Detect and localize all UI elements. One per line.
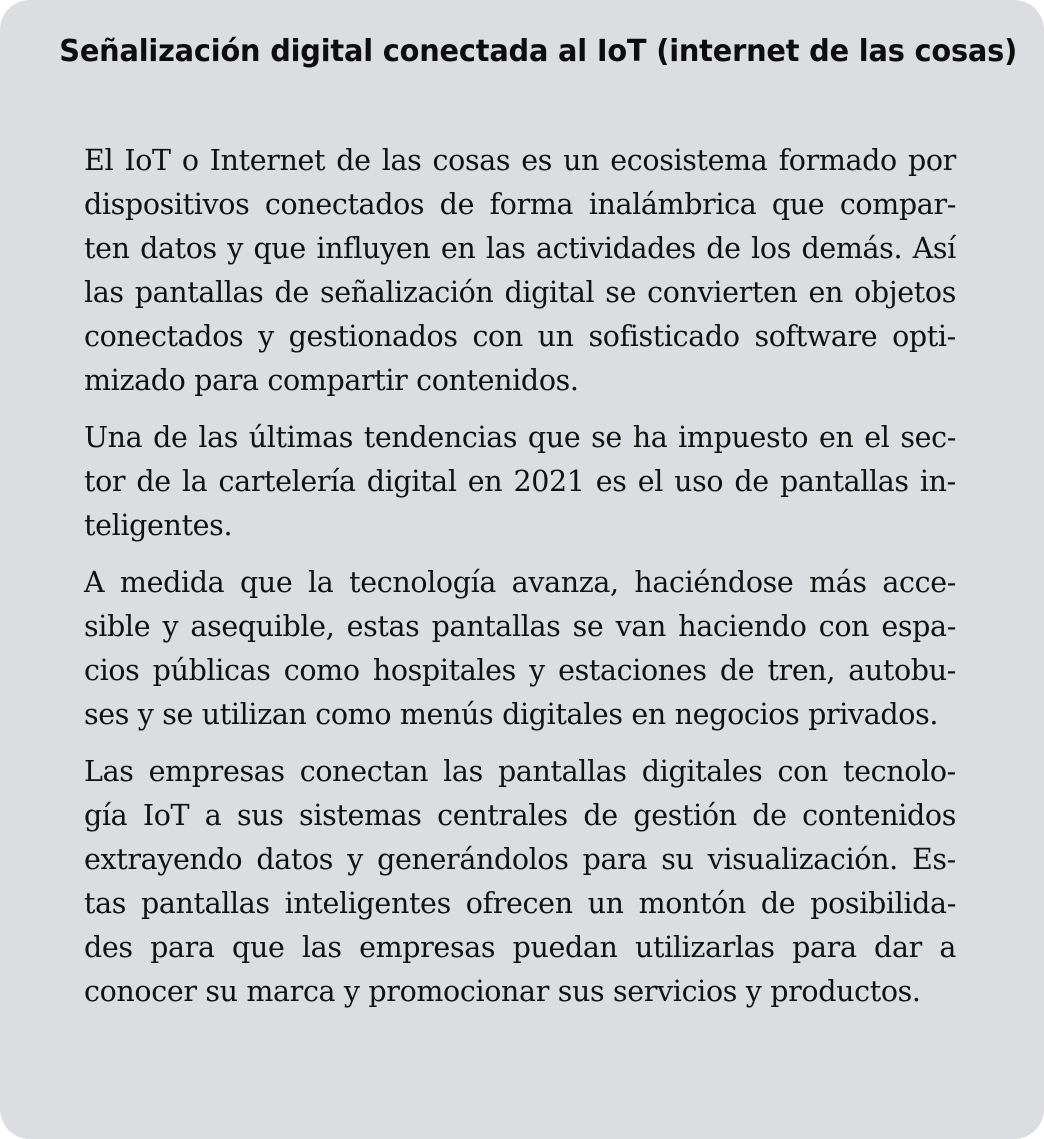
text-line: des para que las empresas puedan utilizarlas para dar a — [84, 931, 956, 964]
text-line: las pantallas de señalización digital se convierten en objetos — [84, 276, 956, 309]
text-line: cios públicas como hospitales y estaciones de tren, autobu- — [84, 654, 956, 687]
text-line: ten datos y que influyen en las actividades de los demás. Así — [84, 232, 956, 265]
paragraph-1 — [84, 139, 956, 403]
text-line: tor de la cartelería digital en 2021 es el uso de pantallas in- — [84, 465, 956, 498]
text-line: extrayendo datos y generándolos para su visualización. Es- — [84, 843, 956, 876]
paragraph-4 — [84, 750, 956, 1014]
text-line: teligentes. — [84, 509, 233, 542]
paragraph-3 — [84, 561, 956, 737]
text-line: mizado para compartir contenidos. — [84, 364, 579, 397]
text-line: El IoT o Internet de las cosas es un ecosistema formado por — [84, 144, 956, 177]
text-line: Una de las últimas tendencias que se ha impuesto en el sec- — [84, 421, 957, 454]
page-title: Señalización digital conectada al IoT (internet de las cosas) — [59, 34, 1018, 69]
document-body — [84, 139, 956, 1014]
text-line: conocer su marca y promocionar sus servicios y productos. — [84, 975, 921, 1008]
text-line: dispositivos conectados de forma inalámbrica que compar- — [84, 188, 956, 221]
text-line: A medida que la tecnología avanza, haciéndose más acce- — [84, 566, 957, 599]
text-line: gía IoT a sus sistemas centrales de gestión de contenidos — [84, 799, 956, 832]
paragraph-2 — [84, 416, 956, 548]
text-line: tas pantallas inteligentes ofrecen un montón de posibilida- — [84, 887, 956, 920]
text-line: sible y asequible, estas pantallas se van haciendo con espa- — [84, 610, 956, 643]
text-line: conectados y gestionados con un sofisticado software opti- — [84, 320, 956, 353]
text-line: Las empresas conectan las pantallas digitales con tecnolo- — [84, 755, 956, 788]
text-line: ses y se utilizan como menús digitales en negocios privados. — [84, 698, 939, 731]
